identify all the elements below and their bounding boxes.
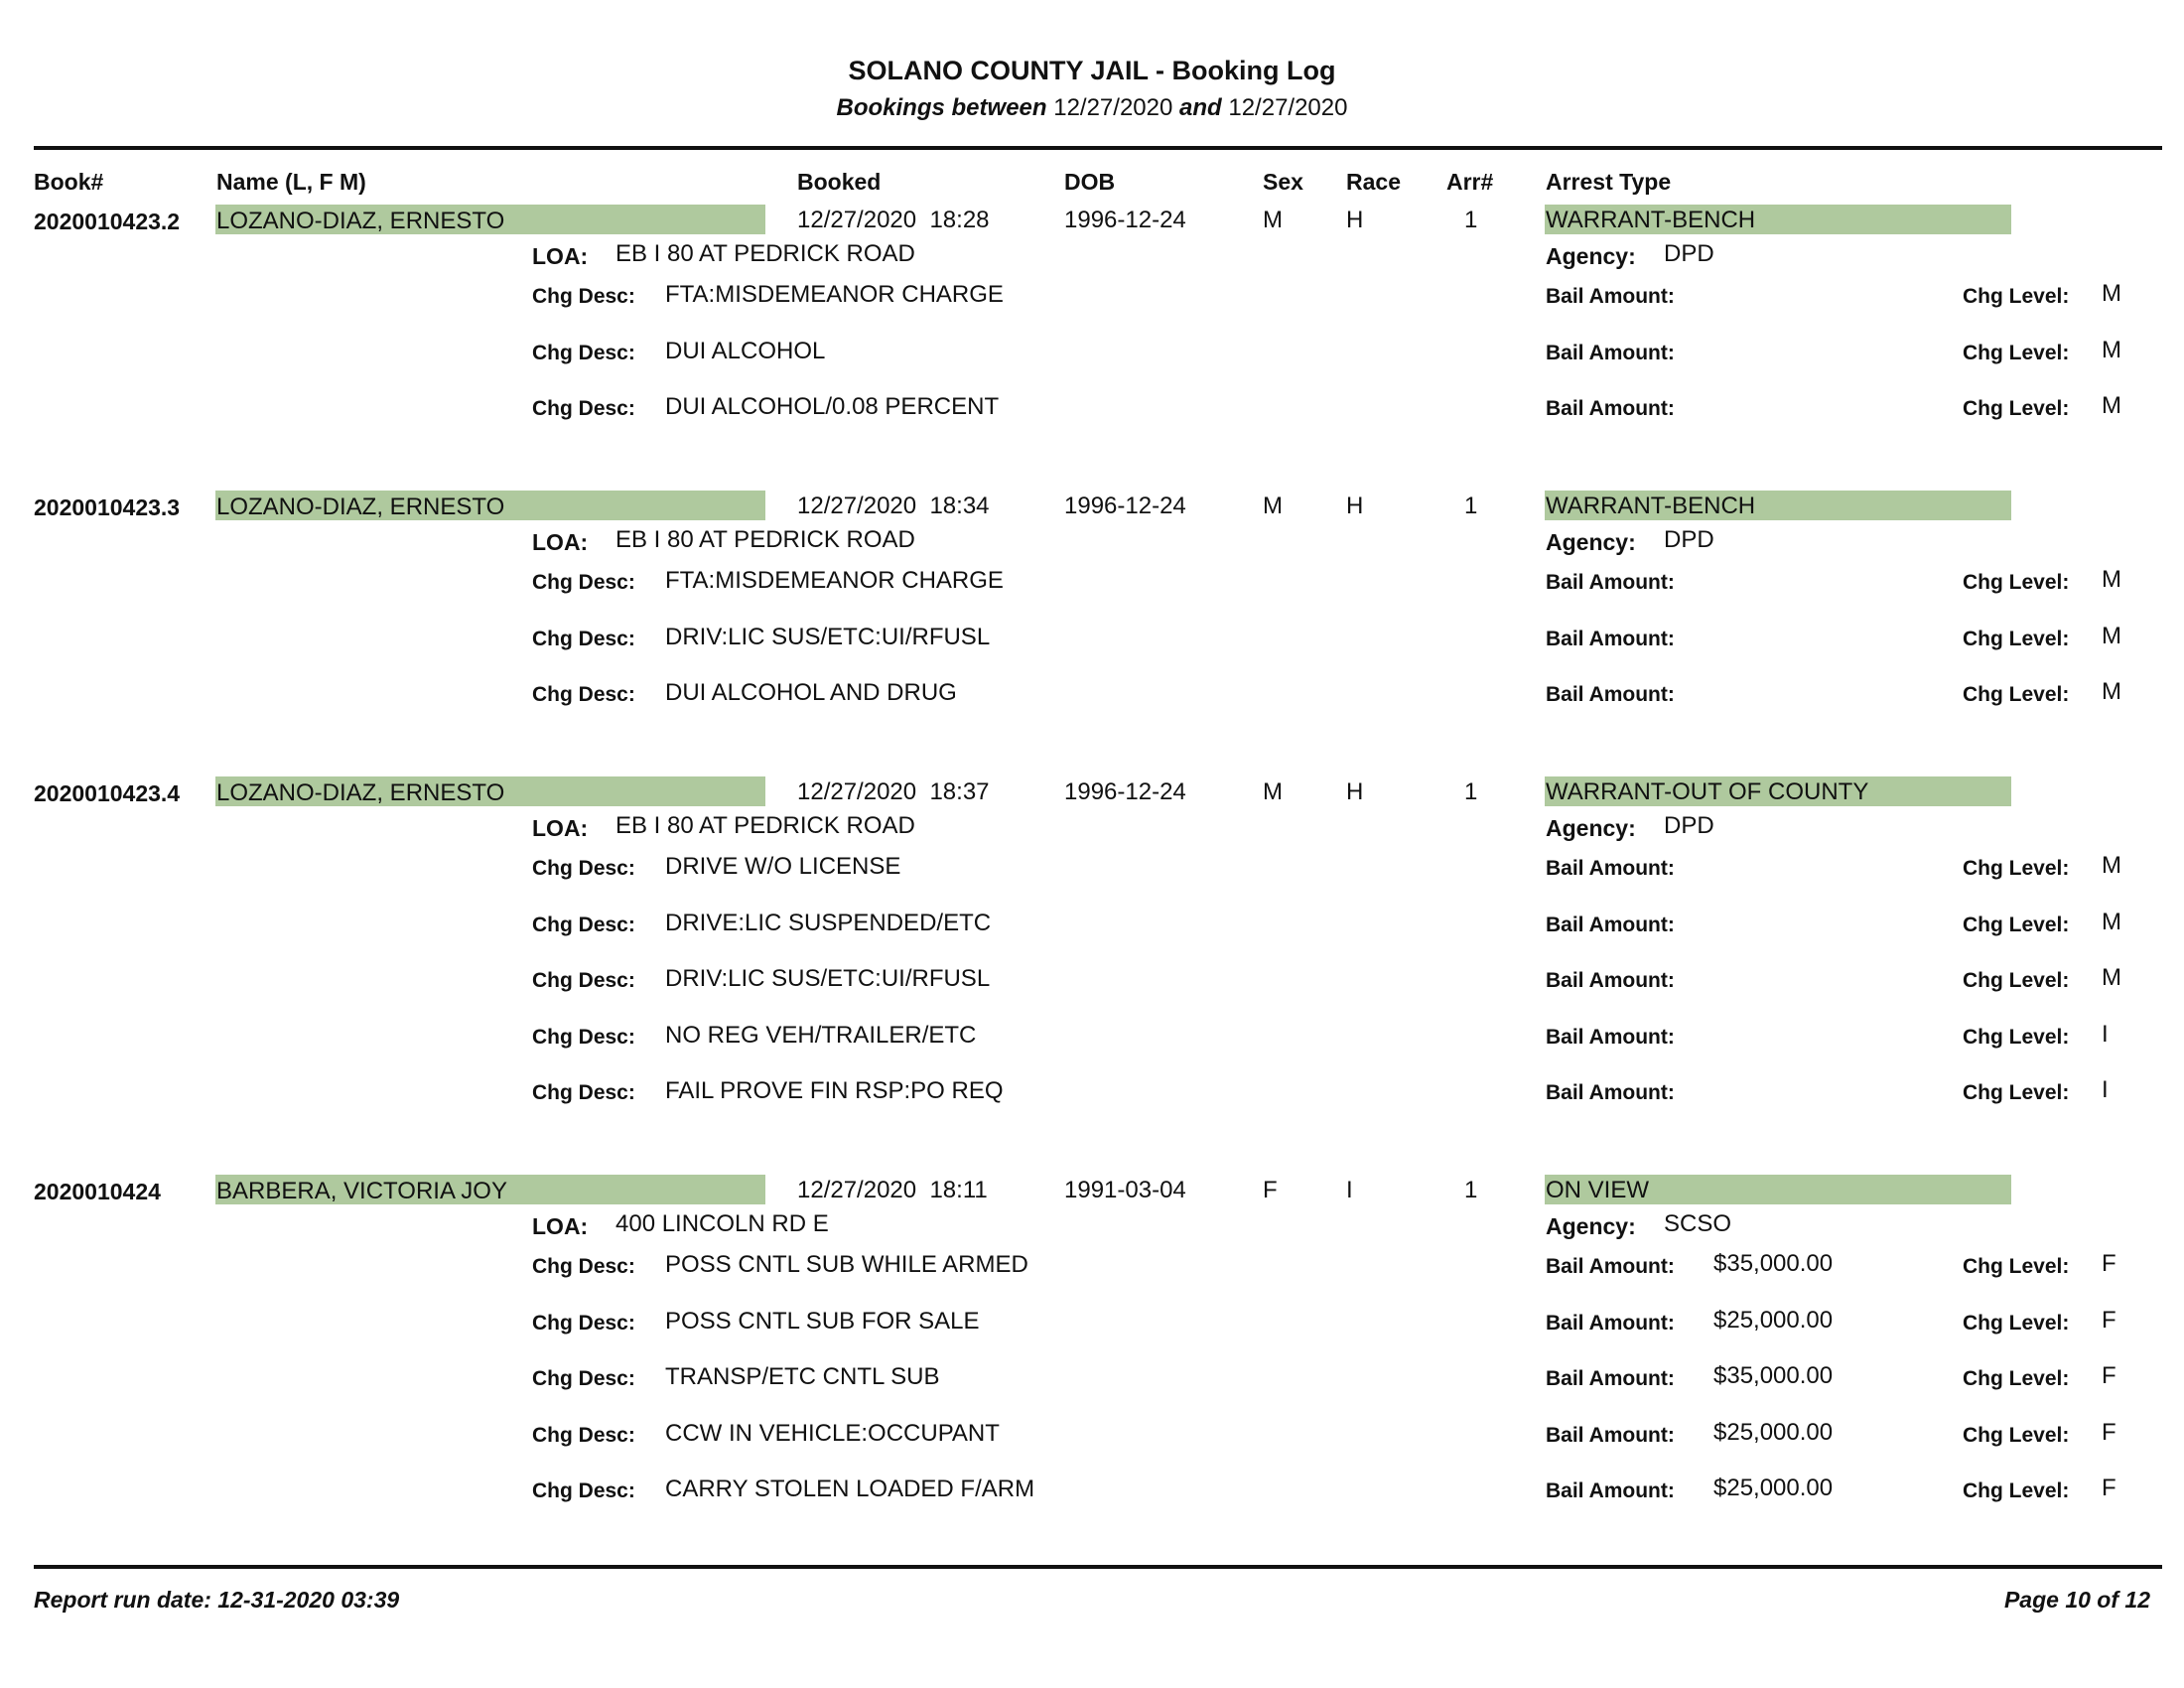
arrest-type: WARRANT-BENCH [1546, 492, 1756, 519]
agency-value: SCSO [1664, 1210, 1732, 1237]
bail-amount-label: Bail Amount: [1546, 1424, 1675, 1447]
bail-amount-label: Bail Amount: [1546, 683, 1675, 706]
charge-level-value: F [2102, 1419, 2116, 1446]
booking-number: 2020010423.4 [34, 780, 181, 806]
date-of-birth: 1996-12-24 [1064, 207, 1186, 233]
page-number: Page 10 of 12 [2003, 1587, 2150, 1613]
header-divider [34, 146, 2162, 150]
booked-datetime: 12/27/2020 18:28 [797, 207, 990, 233]
bail-amount-value: $25,000.00 [1713, 1475, 1834, 1501]
loa-value: EB I 80 AT PEDRICK ROAD [615, 812, 915, 839]
charge-level-value: M [2102, 909, 2121, 935]
charge-level-value: M [2102, 852, 2121, 879]
bail-amount-label: Bail Amount: [1546, 285, 1675, 308]
sex-value: F [1263, 1177, 1278, 1203]
charge-level-label: Chg Level: [1963, 1479, 2070, 1502]
charge-level-value: M [2102, 964, 2121, 991]
charge-description: TRANSP/ETC CNTL SUB [665, 1363, 940, 1390]
charge-level-label: Chg Level: [1963, 1026, 2070, 1049]
charge-level-value: M [2102, 623, 2121, 649]
arrest-type: WARRANT-OUT OF COUNTY [1546, 778, 1869, 805]
charge-level-label: Chg Level: [1963, 1367, 2070, 1390]
charge-level-label: Chg Level: [1963, 285, 2070, 308]
charge-desc-label: Chg Desc: [532, 1312, 635, 1335]
charge-desc-label: Chg Desc: [532, 342, 635, 364]
agency-label: Agency: [1546, 1213, 1636, 1239]
charge-level-value: F [2102, 1307, 2116, 1334]
agency-label: Agency: [1546, 529, 1636, 555]
agency-value: DPD [1664, 240, 1714, 267]
bail-amount-label: Bail Amount: [1546, 628, 1675, 650]
agency-value: DPD [1664, 526, 1714, 553]
inmate-name: BARBERA, VICTORIA JOY [216, 1178, 507, 1204]
footer-divider [34, 1565, 2162, 1569]
bail-amount-label: Bail Amount: [1546, 969, 1675, 992]
bail-amount-value: $25,000.00 [1713, 1419, 1834, 1446]
range-label: Bookings between [836, 94, 1047, 121]
charge-desc-label: Chg Desc: [532, 1424, 635, 1447]
range-end-date: 12/27/2020 [1228, 94, 1348, 121]
charge-desc-label: Chg Desc: [532, 1479, 635, 1502]
agency-label: Agency: [1546, 815, 1636, 841]
charge-level-label: Chg Level: [1963, 1081, 2070, 1104]
charge-level-value: F [2102, 1250, 2116, 1277]
charge-level-label: Chg Level: [1963, 857, 2070, 880]
charge-level-value: M [2102, 337, 2121, 363]
charge-desc-label: Chg Desc: [532, 1026, 635, 1049]
charge-desc-label: Chg Desc: [532, 1255, 635, 1278]
date-of-birth: 1991-03-04 [1064, 1177, 1186, 1203]
charge-description: FTA:MISDEMEANOR CHARGE [665, 281, 1004, 308]
charge-desc-label: Chg Desc: [532, 914, 635, 936]
charge-description: DUI ALCOHOL/0.08 PERCENT [665, 393, 1000, 420]
col-dob: DOB [1064, 169, 1116, 195]
loa-value: EB I 80 AT PEDRICK ROAD [615, 526, 915, 553]
bail-amount-label: Bail Amount: [1546, 1479, 1675, 1502]
charge-description: NO REG VEH/TRAILER/ETC [665, 1022, 977, 1049]
report-date-range [0, 94, 2184, 122]
arrest-number: 1 [1464, 207, 1478, 233]
charge-description: DRIVE:LIC SUSPENDED/ETC [665, 910, 992, 936]
charge-level-value: M [2102, 566, 2121, 593]
bail-amount-label: Bail Amount: [1546, 914, 1675, 936]
charge-description: DUI ALCOHOL AND DRUG [665, 679, 957, 706]
col-arr: Arr# [1446, 169, 1494, 195]
charge-description: CCW IN VEHICLE:OCCUPANT [665, 1420, 1000, 1447]
charge-level-label: Chg Level: [1963, 1424, 2070, 1447]
charge-level-label: Chg Level: [1963, 683, 2070, 706]
range-and-label: and [1179, 94, 1222, 121]
charge-desc-label: Chg Desc: [532, 397, 635, 420]
charge-level-label: Chg Level: [1963, 969, 2070, 992]
booked-datetime: 12/27/2020 18:11 [797, 1177, 988, 1203]
charge-level-value: M [2102, 392, 2121, 419]
arrest-type: WARRANT-BENCH [1546, 207, 1756, 233]
charge-level-label: Chg Level: [1963, 914, 2070, 936]
charge-desc-label: Chg Desc: [532, 857, 635, 880]
charge-description: DRIV:LIC SUS/ETC:UI/RFUSL [665, 965, 991, 992]
race-value: H [1346, 207, 1364, 233]
charge-level-value: F [2102, 1475, 2116, 1501]
col-name: Name (L, F M) [216, 169, 366, 195]
bail-amount-label: Bail Amount: [1546, 1255, 1675, 1278]
booking-number: 2020010423.3 [34, 494, 181, 520]
date-of-birth: 1996-12-24 [1064, 492, 1186, 519]
loa-label: LOA: [532, 529, 589, 555]
bail-amount-label: Bail Amount: [1546, 342, 1675, 364]
arrest-number: 1 [1464, 778, 1478, 805]
charge-level-value: M [2102, 280, 2121, 307]
range-start-date: 12/27/2020 [1053, 94, 1173, 121]
charge-description: FAIL PROVE FIN RSP:PO REQ [665, 1077, 1004, 1104]
charge-desc-label: Chg Desc: [532, 628, 635, 650]
inmate-name: LOZANO-DIAZ, ERNESTO [216, 493, 505, 520]
charge-description: DUI ALCOHOL [665, 338, 826, 364]
loa-value: 400 LINCOLN RD E [615, 1210, 829, 1237]
booked-datetime: 12/27/2020 18:37 [797, 778, 990, 805]
bail-amount-label: Bail Amount: [1546, 1367, 1675, 1390]
booked-datetime: 12/27/2020 18:34 [797, 492, 990, 519]
bail-amount-label: Bail Amount: [1546, 571, 1675, 594]
loa-label: LOA: [532, 815, 589, 841]
charge-level-value: F [2102, 1362, 2116, 1389]
arrest-number: 1 [1464, 1177, 1478, 1203]
charge-description: FTA:MISDEMEANOR CHARGE [665, 567, 1004, 594]
booking-number: 2020010423.2 [34, 209, 181, 234]
charge-description: DRIV:LIC SUS/ETC:UI/RFUSL [665, 624, 991, 650]
arrest-number: 1 [1464, 492, 1478, 519]
charge-level-label: Chg Level: [1963, 571, 2070, 594]
bail-amount-label: Bail Amount: [1546, 1081, 1675, 1104]
charge-desc-label: Chg Desc: [532, 285, 635, 308]
sex-value: M [1263, 778, 1283, 805]
bail-amount-value: $35,000.00 [1713, 1250, 1834, 1277]
charge-desc-label: Chg Desc: [532, 683, 635, 706]
bail-amount-value: $35,000.00 [1713, 1362, 1834, 1389]
race-value: I [1346, 1177, 1353, 1203]
charge-level-value: I [2102, 1076, 2109, 1103]
bail-amount-label: Bail Amount: [1546, 1312, 1675, 1335]
booking-number: 2020010424 [34, 1179, 161, 1204]
date-of-birth: 1996-12-24 [1064, 778, 1186, 805]
charge-desc-label: Chg Desc: [532, 1081, 635, 1104]
col-sex: Sex [1263, 169, 1303, 195]
charge-level-label: Chg Level: [1963, 342, 2070, 364]
sex-value: M [1263, 492, 1283, 519]
col-arrest-type: Arrest Type [1546, 169, 1672, 195]
charge-level-label: Chg Level: [1963, 1255, 2070, 1278]
charge-description: CARRY STOLEN LOADED F/ARM [665, 1476, 1035, 1502]
charge-desc-label: Chg Desc: [532, 1367, 635, 1390]
charge-desc-label: Chg Desc: [532, 571, 635, 594]
bail-amount-label: Bail Amount: [1546, 857, 1675, 880]
race-value: H [1346, 492, 1364, 519]
bail-amount-label: Bail Amount: [1546, 397, 1675, 420]
charge-description: POSS CNTL SUB FOR SALE [665, 1308, 980, 1335]
sex-value: M [1263, 207, 1283, 233]
report-run-date: Report run date: 12-31-2020 03:39 [34, 1587, 400, 1613]
charge-level-value: M [2102, 678, 2121, 705]
col-race: Race [1346, 169, 1401, 195]
race-value: H [1346, 778, 1364, 805]
col-book: Book# [34, 169, 104, 195]
loa-value: EB I 80 AT PEDRICK ROAD [615, 240, 915, 267]
charge-level-label: Chg Level: [1963, 628, 2070, 650]
charge-desc-label: Chg Desc: [532, 969, 635, 992]
charge-description: DRIVE W/O LICENSE [665, 853, 901, 880]
charge-description: POSS CNTL SUB WHILE ARMED [665, 1251, 1028, 1278]
charge-level-value: I [2102, 1021, 2109, 1048]
agency-value: DPD [1664, 812, 1714, 839]
arrest-type: ON VIEW [1546, 1177, 1650, 1203]
charge-level-label: Chg Level: [1963, 397, 2070, 420]
inmate-name: LOZANO-DIAZ, ERNESTO [216, 779, 505, 806]
report-title: SOLANO COUNTY JAIL - Booking Log [848, 56, 1336, 85]
agency-label: Agency: [1546, 243, 1636, 269]
bail-amount-label: Bail Amount: [1546, 1026, 1675, 1049]
loa-label: LOA: [532, 243, 589, 269]
loa-label: LOA: [532, 1213, 589, 1239]
bail-amount-value: $25,000.00 [1713, 1307, 1834, 1334]
inmate-name: LOZANO-DIAZ, ERNESTO [216, 208, 505, 234]
charge-level-label: Chg Level: [1963, 1312, 2070, 1335]
col-booked: Booked [797, 169, 882, 195]
